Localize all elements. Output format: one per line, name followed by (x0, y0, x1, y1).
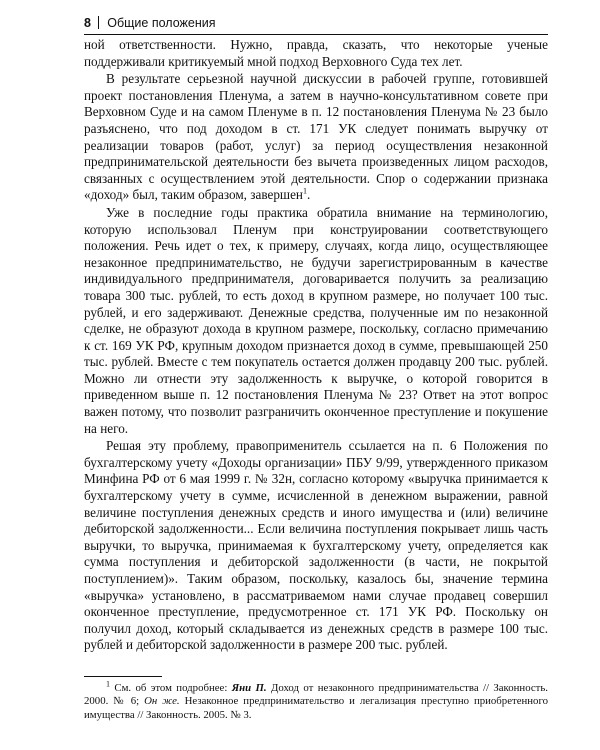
paragraph-2 (84, 71, 548, 204)
footnote-marker: 1 (106, 679, 110, 689)
running-head-title: Общие положения (107, 16, 216, 30)
footnote-reference[interactable]: 1 (303, 186, 307, 196)
footnote-intro: См. об этом подробнее: (110, 682, 232, 694)
paragraph-4: Решая эту проблему, правоприменитель ссылается на п. 6 Положения по бухгалтерскому учету «Доходы организации» ПБУ 9/99, утвержденного приказом Минфина РФ от 6 мая 1999 г. № 32н, согласно которому «выручка принимается к бухгалтерскому учету в сумме, исчисленной в денежном выражении, равной величине поступления денежных средств и иного имущества и (или) величине дебиторской задолженности... Если величина поступления покрывает лишь часть выручки, то выручка, принимаемая к бухгалтерскому учету, определяется как сумма поступления и дебиторской задолженности (в части, не покрытой поступлением)». Таким образом, поскольку, казалось бы, значение термина «выручка» установлено, в рассматриваемом нами случае продавец совершил оконченное преступление, предусмотренное ст. 171 УК РФ. Поскольку он получил доход, который складывается из денежных средств в размере 100 тыс. рублей и дебиторской задолженности в размере 200 тыс. рублей. (84, 438, 548, 653)
footnote-citation-1: Доход от незаконного предпринимательства // Законность. 2000. № 6; (84, 682, 549, 708)
footnote-1 (84, 679, 549, 722)
paragraph-2-text: В результате серьезной научной дискуссии в рабочей группе, готовившей проект постановления Пленума, а затем в научно-консультативном совете при Верховном Суде и на самом Пленуме в п. 12 постановления Пленума № 23 было разъяснено, что под доходом в ст. 171 УК следует понимать выручку от реализации товаров (работ, услуг) за период осуществления незаконной предпринимательской деятельности без вычета произведенных лицом расходов, связанных с осуществлением этой деятельности. Спор о содержании признака «доход» был, таким образом, завершен (84, 71, 548, 203)
footnote-divider (84, 676, 162, 677)
paragraph-3: Уже в последние годы практика обратила внимание на терминологию, которую использовал Пленум при конструировании соответствующего положения. Речь идет о тех, к примеру, случаях, когда лицо, осуществляющее незаконное предпринимательство, не будучи зарегистрированным в качестве индивидуального предпринимателя, договаривается получить за реализацию товара 300 тыс. рублей, то есть доход в крупном размере, но получает 100 тыс. рублей, и его задерживают. Денежные средства, полученные им по незаконной сделке, не образуют дохода в крупном размере, поскольку, согласно примечанию к ст. 169 УК РФ, крупным доходом признается доход в сумме, превышающей 250 тыс. рублей. Вместе с тем покупатель остается должен продавцу 200 тыс. рублей. Можно ли отнести эту задолженность к выручке, о которой говорится в приведенном выше п. 12 постановления Пленума № 23? Ответ на этот вопрос важен потому, что позволит разграничить оконченное преступление и покушение на него. (84, 204, 548, 436)
page-header (84, 14, 548, 35)
page-number: 8 (84, 16, 91, 30)
footnote-author: Яни П. (231, 682, 267, 694)
footnote-ibid: Он же. (144, 695, 180, 708)
paragraph-2-end: . (307, 187, 311, 203)
header-separator (98, 16, 99, 29)
paragraph-1: ной ответственности. Нужно, правда, сказать, что некоторые ученые поддерживали критикуемый мной подход Верховного Суда тех лет. (84, 37, 548, 69)
footnote-citation-2: Незаконное предпринимательство и легализация преступно приобретенного имущества // Законность. 2005. № 3. (84, 695, 549, 721)
main-text (84, 37, 548, 654)
footnotes (84, 679, 549, 722)
